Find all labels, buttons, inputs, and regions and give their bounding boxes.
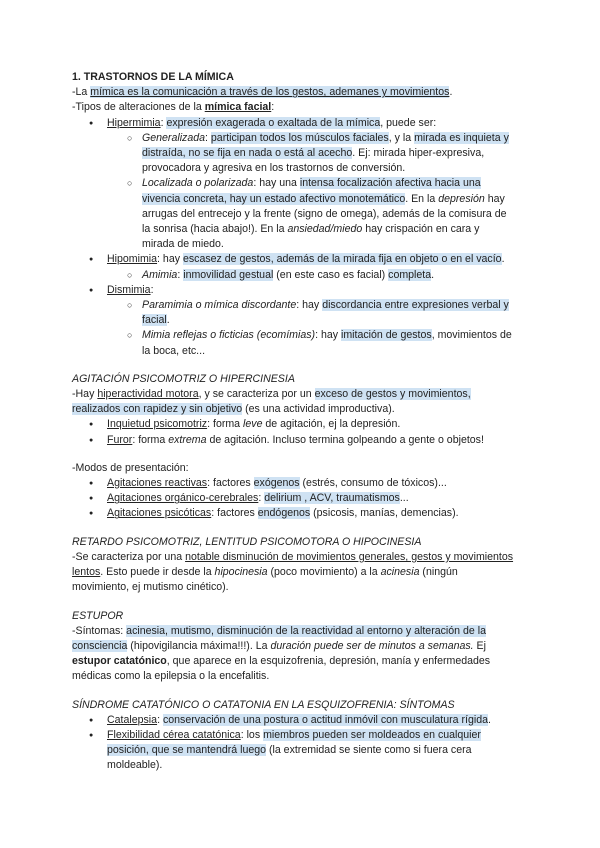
heading-estupor: ESTUPOR bbox=[72, 609, 124, 622]
hipomimia-sublist bbox=[107, 268, 514, 283]
list-item-catalepsia: ● Catalepsia: conservación de una postura o actitud inmóvil con musculatura rígida. bbox=[72, 713, 514, 728]
agitacion-list bbox=[72, 417, 514, 447]
list-item-localizada: ○ Localizada o polarizada: hay una intensa focalización afectiva hacia una vivencia concreta, hay un estado afectivo monotemático. En la depresión hay arrugas del entrecejo y la frente (signo de omega), además de la comisura de la sonrisa (hacia abajo!). En la ansiedad/miedo hay crispación en cara y mirada de miedo. bbox=[107, 176, 514, 252]
list-item-mimia-reflejas: ○ Mimia reflejas o ficticias (ecomímias): hay imitación de gestos, movimientos de la boca, etc... bbox=[107, 328, 514, 358]
list-item-dismimia: ● Dismimia: ○ Paramimia o mímica discordante: hay discordancia entre expresiones verbal y facial. ○ Mimia reflejas o ficticias (ecomímias): hay imitación de gestos, movimientos de la boca, etc... bbox=[72, 283, 514, 359]
list-item-psicoticas: ● Agitaciones psicóticas: factores endógenos (psicosis, manías, demencias). bbox=[72, 506, 514, 521]
section-title: 1. TRASTORNOS DE LA MÍMICA bbox=[72, 71, 234, 83]
catatonia-list bbox=[72, 713, 514, 774]
heading-catatonia: SÍNDROME CATATÓNICO O CATATONIA EN LA ESQUIZOFRENIA: SÍNTOMAS bbox=[72, 698, 455, 711]
spacer bbox=[72, 448, 514, 461]
list-item-flexibilidad: ● Flexibilidad cérea catatónica: los miembros pueden ser moldeados en cualquier posición, que se mantendrá luego (la extremidad se siente como si fuera cera moldeable). bbox=[72, 728, 514, 774]
list-item-organicas: ● Agitaciones orgánico-cerebrales: delirium , ACV, traumatismos... bbox=[72, 491, 514, 506]
list-item-furor: ● Furor: forma extrema de agitación. Incluso termina golpeando a gente o objetos! bbox=[72, 433, 514, 448]
highlight: mímica es la comunicación a través de los gestos, ademanes y movimientos bbox=[90, 86, 450, 99]
agitacion-paragraph: -Hay hiperactividad motora, y se caracteriza por un exceso de gestos y movimientos, realizados con rapidez y sin objetivo (es una actividad improductiva). bbox=[72, 388, 471, 416]
mimica-types-list bbox=[72, 116, 514, 359]
modos-list bbox=[72, 476, 514, 522]
heading-agitacion: AGITACIÓN PSICOMOTRIZ O HIPERCINESIA bbox=[72, 372, 295, 385]
heading-retardo: RETARDO PSICOMOTRIZ, LENTITUD PSICOMOTORA O HIPOCINESIA bbox=[72, 535, 422, 548]
hipermimia-sublist bbox=[107, 131, 514, 253]
dismimia-sublist bbox=[107, 298, 514, 359]
list-item-hipomimia: ● Hipomimia: hay escasez de gestos, además de la mirada fija en objeto o en el vacío. ○ Amimia: inmovilidad gestual (en este caso es facial) completa. bbox=[72, 252, 514, 282]
types-intro: -Tipos de alteraciones de la mímica facial: bbox=[72, 101, 275, 114]
list-item-paramimia: ○ Paramimia o mímica discordante: hay discordancia entre expresiones verbal y facial. bbox=[107, 298, 514, 328]
list-item-generalizada: ○ Generalizada: participan todos los músculos faciales, y la mirada es inquieta y distraída, no se fija en nada o está al acecho. Ej: mirada hiper-expresiva, provocadora y agresiva en los trastornos de conversión. bbox=[107, 131, 514, 177]
estupor-paragraph: -Síntomas: acinesia, mutismo, disminución de la reactividad al entorno y alteración de la consciencia (hipovigilancia máxima!!!). La duración puede ser de minutos a semanas. Ej estupor catatónico, que aparece en la esquizofrenia, depresión, manía y enfermedades médicas como la epilepsia o la encefalitis. bbox=[72, 624, 491, 683]
list-item-hipermimia: ● Hipermimia: expresión exagerada o exaltada de la mímica, puede ser: ○ Generalizada: participan todos los músculos faciales, y la mirada es inquieta y distraída, no se fija en nada o está al acecho. Ej: mirada hiper-expresiva, provocadora y agresiva en los trastornos de conversión. ○ Localizada o polarizada: hay una intensa focalización afectiva hacia una vivencia concreta, hay un estado afectivo monotemático. En la depresión hay arrugas del entrecejo y la frente (signo de omega), además de la comisura de la sonrisa (hacia abajo!). En la ansiedad/miedo hay crispación en cara y mirada de miedo. bbox=[72, 116, 514, 253]
retardo-paragraph: -Se caracteriza por una notable disminución de movimientos generales, gestos y movimientos lentos. Esto puede ir desde la hipocinesia (poco movimiento) a la acinesia (ningún movimiento, ej mutismo cinético). bbox=[72, 550, 514, 594]
list-item-amimia: ○ Amimia: inmovilidad gestual (en este caso es facial) completa. bbox=[107, 268, 514, 283]
list-item-inquietud: ● Inquietud psicomotriz: forma leve de agitación, ej la depresión. bbox=[72, 417, 514, 432]
modos-heading: -Modos de presentación: bbox=[72, 461, 189, 474]
list-item-reactivas: ● Agitaciones reactivas: factores exógenos (estrés, consumo de tóxicos)... bbox=[72, 476, 514, 491]
mimica-definition: -La mímica es la comunicación a través de los gestos, ademanes y movimientos. bbox=[72, 86, 453, 99]
